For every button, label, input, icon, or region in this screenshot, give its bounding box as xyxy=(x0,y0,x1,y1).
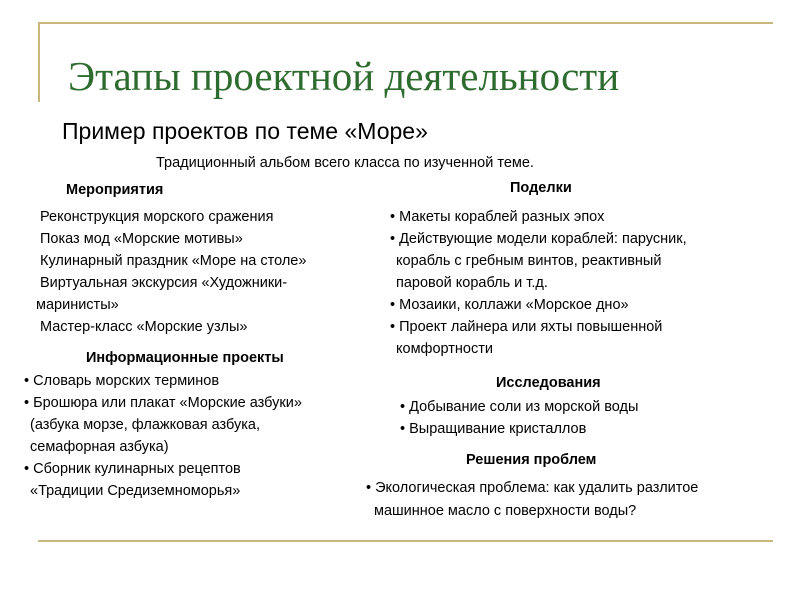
events-line: маринисты» xyxy=(36,297,119,313)
frame-bottom-line xyxy=(38,540,773,542)
crafts-line: • Проект лайнера или яхты повышенной xyxy=(390,319,663,335)
info-line: • Сборник кулинарных рецептов xyxy=(24,461,241,477)
info-line: (азбука морзе, флажковая азбука, xyxy=(30,417,261,433)
events-heading: Мероприятия xyxy=(66,182,164,198)
crafts-heading: Поделки xyxy=(510,180,572,196)
info-line: «Традиции Средиземноморья» xyxy=(30,483,241,499)
crafts-line: • Макеты кораблей разных эпох xyxy=(390,209,605,225)
info-heading: Информационные проекты xyxy=(86,350,284,366)
info-line: семафорная азбука) xyxy=(30,439,169,455)
info-line: • Брошюра или плакат «Морские азбуки» xyxy=(24,395,302,411)
crafts-line: • Мозаики, коллажи «Морское дно» xyxy=(390,297,629,313)
problems-heading: Решения проблем xyxy=(466,452,597,468)
research-line: • Добывание соли из морской воды xyxy=(400,399,639,415)
problems-line: • Экологическая проблема: как удалить разлитое xyxy=(366,480,699,496)
crafts-line: паровой корабль и т.д. xyxy=(396,275,548,291)
events-line: Реконструкция морского сражения xyxy=(40,209,274,225)
events-line: Виртуальная экскурсия «Художники- xyxy=(40,275,288,291)
frame-left-line xyxy=(38,22,40,102)
crafts-line: • Действующие модели кораблей: парусник, xyxy=(390,231,687,247)
events-line: Кулинарный праздник «Море на столе» xyxy=(40,253,307,269)
events-line: Мастер-класс «Морские узлы» xyxy=(40,319,248,335)
crafts-line: комфортности xyxy=(396,341,493,357)
crafts-line: корабль с гребным винтов, реактивный xyxy=(396,253,662,269)
research-line: • Выращивание кристаллов xyxy=(400,421,587,437)
page-subtitle: Пример проектов по теме «Море» xyxy=(62,118,428,144)
frame-top-line xyxy=(38,22,773,24)
problems-line: машинное масло с поверхности воды? xyxy=(374,503,637,519)
page-title: Этапы проектной деятельности xyxy=(68,53,620,99)
events-line: Показ мод «Морские мотивы» xyxy=(40,231,243,247)
intro-text: Традиционный альбом всего класса по изученной теме. xyxy=(156,155,534,171)
info-line: • Словарь морских терминов xyxy=(24,373,220,389)
research-heading: Исследования xyxy=(496,375,601,391)
